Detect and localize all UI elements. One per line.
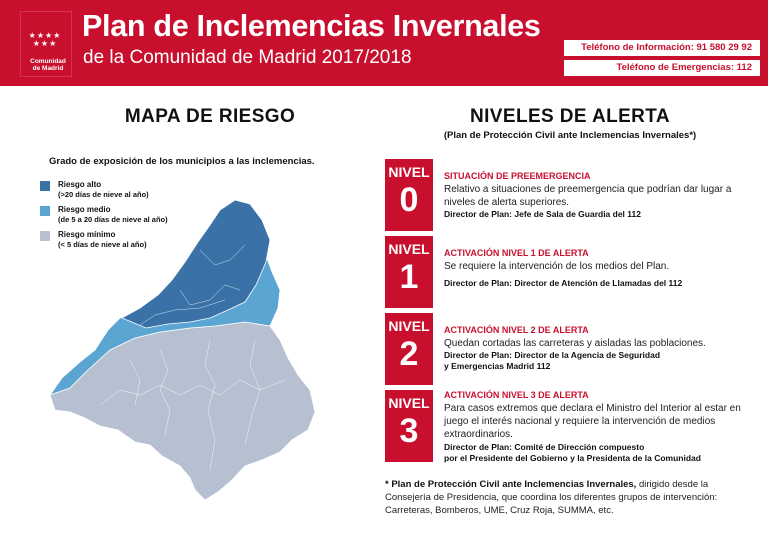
level-word: NIVEL <box>388 395 430 411</box>
map-caption: Grado de exposición de los municipios a las inclemencias. <box>49 156 315 167</box>
legend-sublabel: (de 5 a 20 días de nieve al año) <box>58 215 168 224</box>
level-word: NIVEL <box>388 318 430 334</box>
level-description: Se requiere la intervención de los medios del Plan. <box>444 261 670 272</box>
legend-label: Riesgo medio <box>58 205 111 214</box>
legend-label: Riesgo alto <box>58 180 102 189</box>
legend-sublabel: (< 5 días de nieve al año) <box>58 240 147 249</box>
level-badge <box>385 159 433 231</box>
level-director-cont: por el Presidente del Gobierno y la Presidenta de la Comunidad <box>444 453 701 463</box>
level-description: Quedan cortadas las carreteras y aisladas las poblaciones. <box>444 338 706 349</box>
legend-sublabel: (>20 días de nieve al año) <box>58 190 149 199</box>
page-title: Plan de Inclemencias Invernales <box>82 9 541 43</box>
alert-section-title: NIVELES DE ALERTA <box>470 106 670 127</box>
info-phone-badge: Teléfono de Información: 91 580 29 92 <box>564 40 760 56</box>
alert-section-subtitle: (Plan de Protección Civil ante Inclemencias Invernales*) <box>443 130 697 141</box>
level-heading: SITUACIÓN DE PREEMERGENCIA <box>444 171 591 181</box>
level-description: Relativo a situaciones de preemergencia que podrían dar lugar a niveles de alerta superiores. <box>444 184 732 208</box>
level-heading: ACTIVACIÓN NIVEL 2 DE ALERTA <box>444 325 589 335</box>
level-director: Director de Plan: Comité de Dirección compuesto <box>444 442 645 452</box>
level-number: 2 <box>399 335 419 373</box>
footnote-bold: * Plan de Protección Civil ante Inclemencias Invernales, <box>385 479 637 490</box>
level-director: Director de Plan: Director de la Agencia de Seguridad <box>444 350 661 360</box>
level-word: NIVEL <box>388 241 430 257</box>
alert-level-2 <box>385 313 765 385</box>
level-badge <box>385 236 433 308</box>
level-heading: ACTIVACIÓN NIVEL 3 DE ALERTA <box>444 390 589 400</box>
alert-level-1 <box>385 236 765 308</box>
alert-level-0 <box>385 159 765 231</box>
level-word: NIVEL <box>388 164 430 180</box>
footnote-text: dirigido desde la Consejería de Presidencia, que coordina los diferentes grupos de intervención: Carreteras, Bomberos, UME, Cruz Roja, SUMMA, etc. <box>385 479 718 516</box>
level-number: 0 <box>399 181 419 219</box>
page-subtitle: de la Comunidad de Madrid 2017/2018 <box>83 47 412 68</box>
level-badge <box>385 313 433 385</box>
map-section-title: MAPA DE RIESGO <box>124 106 296 127</box>
level-badge <box>385 390 433 462</box>
level-number: 3 <box>399 412 419 450</box>
emergency-phone-badge: Teléfono de Emergencias: 112 <box>564 60 760 76</box>
level-description: Para casos extremos que declara el Ministro del Interior al estar en juego el interés nacional y requiere la intervención de medios extraordinarios. <box>444 403 741 440</box>
level-number: 1 <box>399 258 419 296</box>
level-director-cont: y Emergencias Madrid 112 <box>444 361 551 371</box>
level-director: Director de Plan: Jefe de Sala de Guardia del 112 <box>444 209 641 219</box>
logo-stars-icon: ★★★★ ★★★ <box>28 31 62 48</box>
level-director: Director de Plan: Director de Atención de Llamadas del 112 <box>444 278 683 288</box>
comunidad-madrid-logo <box>20 11 72 77</box>
level-heading: ACTIVACIÓN NIVEL 1 DE ALERTA <box>444 248 589 258</box>
madrid-risk-map <box>40 190 340 520</box>
logo-text: Comunidad de Madrid <box>30 58 66 72</box>
header-banner <box>0 0 768 86</box>
map-region-low-risk <box>50 322 315 500</box>
alert-level-3 <box>385 390 765 462</box>
legend-label: Riesgo mínimo <box>58 230 116 239</box>
footnote <box>385 478 755 517</box>
